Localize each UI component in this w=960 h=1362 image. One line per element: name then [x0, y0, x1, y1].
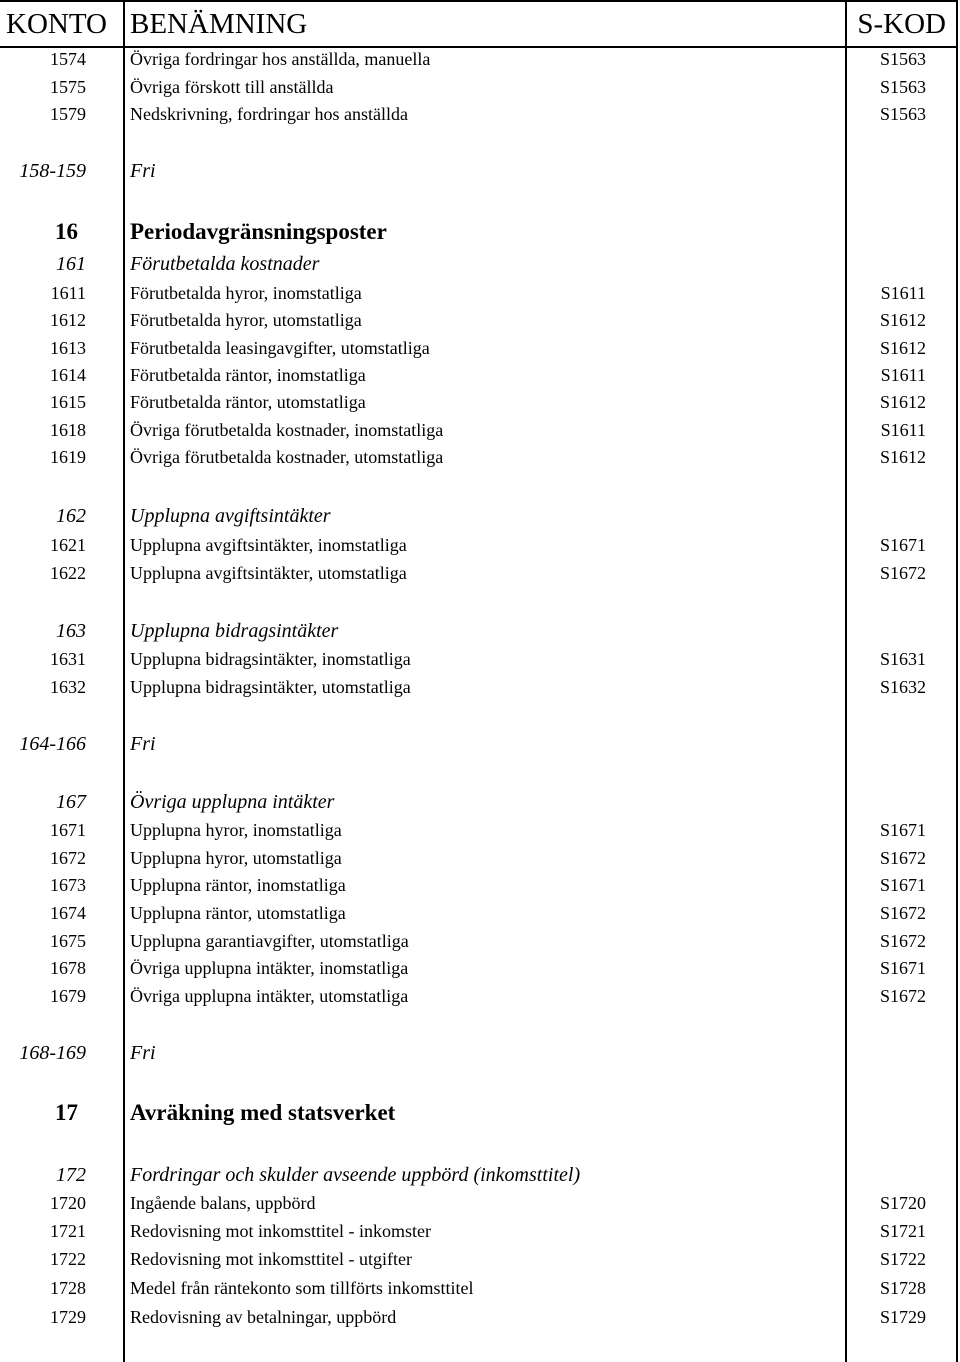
table-row [0, 417, 960, 443]
account-number: 1720 [50, 1193, 86, 1213]
s-code: S1631 [879, 649, 926, 669]
s-code: S1672 [879, 563, 926, 583]
table-row [0, 362, 960, 388]
s-code: S1611 [880, 420, 926, 440]
s-code: S1563 [879, 104, 926, 124]
s-code: S1672 [879, 931, 926, 951]
table-row [0, 251, 960, 277]
account-name: Upplupna avgiftsintäkter, inomstatliga [130, 535, 407, 555]
account-number: 1675 [50, 931, 86, 951]
table-row [0, 74, 960, 100]
account-name: Övriga förutbetalda kostnader, inomstatliga [130, 420, 444, 440]
account-number: 172 [56, 1164, 86, 1186]
table-row [0, 955, 960, 981]
table-row [0, 1162, 960, 1188]
account-name: Ingående balans, uppbörd [130, 1193, 316, 1213]
table-row [0, 158, 960, 184]
account-number: 1615 [50, 392, 86, 412]
s-code: S1728 [879, 1278, 926, 1298]
account-number: 1621 [50, 535, 86, 555]
account-number: 1672 [50, 848, 86, 868]
table-row [0, 1304, 960, 1330]
account-number: 1673 [50, 875, 86, 895]
account-number: 162 [56, 505, 86, 527]
account-number: 1728 [50, 1278, 86, 1298]
account-number: 161 [56, 253, 86, 275]
account-number: 1671 [50, 820, 86, 840]
account-name: Förutbetalda hyror, inomstatliga [130, 283, 362, 303]
account-number: 1619 [50, 447, 86, 467]
account-name: Övriga upplupna intäkter [130, 791, 335, 813]
account-number: 1674 [50, 903, 86, 923]
s-code: S1721 [879, 1221, 926, 1241]
account-name: Fordringar och skulder avseende uppbörd (inkomsttitel) [130, 1164, 581, 1186]
account-name: Övriga fordringar hos anställda, manuella [130, 49, 431, 69]
account-name: Avräkning med statsverket [130, 1100, 396, 1125]
s-code: S1563 [879, 77, 926, 97]
account-number: 158-159 [19, 160, 86, 182]
account-number: 1618 [50, 420, 86, 440]
account-name: Redovisning av betalningar, uppbörd [130, 1307, 397, 1327]
account-number: 1679 [50, 986, 86, 1006]
table-row [0, 872, 960, 898]
s-code: S1611 [880, 365, 926, 385]
account-number: 1575 [50, 77, 86, 97]
account-name: Upplupna bidragsintäkter [130, 620, 339, 642]
header-benamning: BENÄMNING [130, 8, 308, 40]
account-number: 1622 [50, 563, 86, 583]
account-number: 168-169 [19, 1042, 86, 1064]
account-name: Upplupna hyror, utomstatliga [130, 848, 342, 868]
table-row [0, 674, 960, 700]
account-number: 1614 [50, 365, 86, 385]
table-row [0, 444, 960, 470]
account-number: 1612 [50, 310, 86, 330]
table-row [0, 280, 960, 306]
account-name: Upplupna avgiftsintäkter [130, 505, 331, 527]
account-name: Förutbetalda kostnader [130, 253, 320, 275]
account-name: Redovisning mot inkomsttitel - inkomster [130, 1221, 431, 1241]
table-row [0, 646, 960, 672]
account-name: Upplupna avgiftsintäkter, utomstatliga [130, 563, 407, 583]
account-name: Förutbetalda räntor, utomstatliga [130, 392, 366, 412]
account-name: Upplupna räntor, utomstatliga [130, 903, 346, 923]
account-name: Nedskrivning, fordringar hos anställda [130, 104, 408, 124]
account-number: 1678 [50, 958, 86, 978]
s-code: S1612 [879, 338, 926, 358]
header-konto: KONTO [6, 8, 107, 40]
account-name: Periodavgränsningsposter [130, 219, 387, 244]
table-row [0, 46, 960, 72]
account-name: Fri [130, 1042, 156, 1064]
s-code: S1722 [879, 1249, 926, 1269]
account-name: Övriga upplupna intäkter, utomstatliga [130, 986, 409, 1006]
s-code: S1672 [879, 986, 926, 1006]
account-name: Redovisning mot inkomsttitel - utgifter [130, 1249, 412, 1269]
account-number: 1722 [50, 1249, 86, 1269]
table-header [0, 0, 958, 48]
table-row [0, 983, 960, 1009]
account-name: Fri [130, 733, 156, 755]
s-code: S1671 [879, 958, 926, 978]
table-row [0, 560, 960, 586]
table-row [0, 1096, 960, 1130]
account-number: 163 [56, 620, 86, 642]
s-code: S1729 [879, 1307, 926, 1327]
account-name: Övriga upplupna intäkter, inomstatliga [130, 958, 409, 978]
table-row [0, 503, 960, 529]
account-number: 1574 [50, 49, 86, 69]
account-number: 1631 [50, 649, 86, 669]
table-row [0, 731, 960, 757]
s-code: S1671 [879, 875, 926, 895]
table-row [0, 900, 960, 926]
s-code: S1612 [879, 392, 926, 412]
table-row [0, 215, 960, 249]
account-number: 164-166 [19, 733, 86, 755]
account-name: Upplupna bidragsintäkter, inomstatliga [130, 649, 411, 669]
s-code: S1671 [879, 820, 926, 840]
account-name: Upplupna räntor, inomstatliga [130, 875, 346, 895]
account-name: Förutbetalda hyror, utomstatliga [130, 310, 362, 330]
table-row [0, 1275, 960, 1301]
account-number: 1632 [50, 677, 86, 697]
account-number: 1721 [50, 1221, 86, 1241]
table-row [0, 532, 960, 558]
table-row [0, 928, 960, 954]
table-row [0, 845, 960, 871]
account-number: 1613 [50, 338, 86, 358]
table-row [0, 101, 960, 127]
table-row [0, 817, 960, 843]
account-number: 1579 [50, 104, 86, 124]
header-skod: S-KOD [857, 8, 946, 40]
s-code: S1632 [879, 677, 926, 697]
account-number: 16 [55, 219, 78, 244]
s-code: S1671 [879, 535, 926, 555]
s-code: S1611 [880, 283, 926, 303]
table-row [0, 789, 960, 815]
account-number: 17 [55, 1100, 78, 1125]
account-number: 1611 [50, 283, 86, 303]
table-row [0, 1190, 960, 1216]
account-name: Upplupna hyror, inomstatliga [130, 820, 342, 840]
table-row [0, 1246, 960, 1272]
table-row [0, 618, 960, 644]
table-row [0, 1040, 960, 1066]
account-number: 1729 [50, 1307, 86, 1327]
s-code: S1672 [879, 848, 926, 868]
table-row [0, 389, 960, 415]
table-row [0, 335, 960, 361]
table-row [0, 307, 960, 333]
s-code: S1612 [879, 447, 926, 467]
account-name: Medel från räntekonto som tillförts inkomsttitel [130, 1278, 474, 1298]
account-name: Övriga förskott till anställda [130, 77, 334, 97]
table-row [0, 1218, 960, 1244]
account-name: Övriga förutbetalda kostnader, utomstatliga [130, 447, 444, 467]
account-name: Förutbetalda räntor, inomstatliga [130, 365, 366, 385]
s-code: S1563 [879, 49, 926, 69]
account-name: Upplupna garantiavgifter, utomstatliga [130, 931, 409, 951]
account-name: Förutbetalda leasingavgifter, utomstatliga [130, 338, 430, 358]
account-name: Upplupna bidragsintäkter, utomstatliga [130, 677, 411, 697]
s-code: S1720 [879, 1193, 926, 1213]
account-name: Fri [130, 160, 156, 182]
account-number: 167 [56, 791, 86, 813]
s-code: S1612 [879, 310, 926, 330]
s-code: S1672 [879, 903, 926, 923]
